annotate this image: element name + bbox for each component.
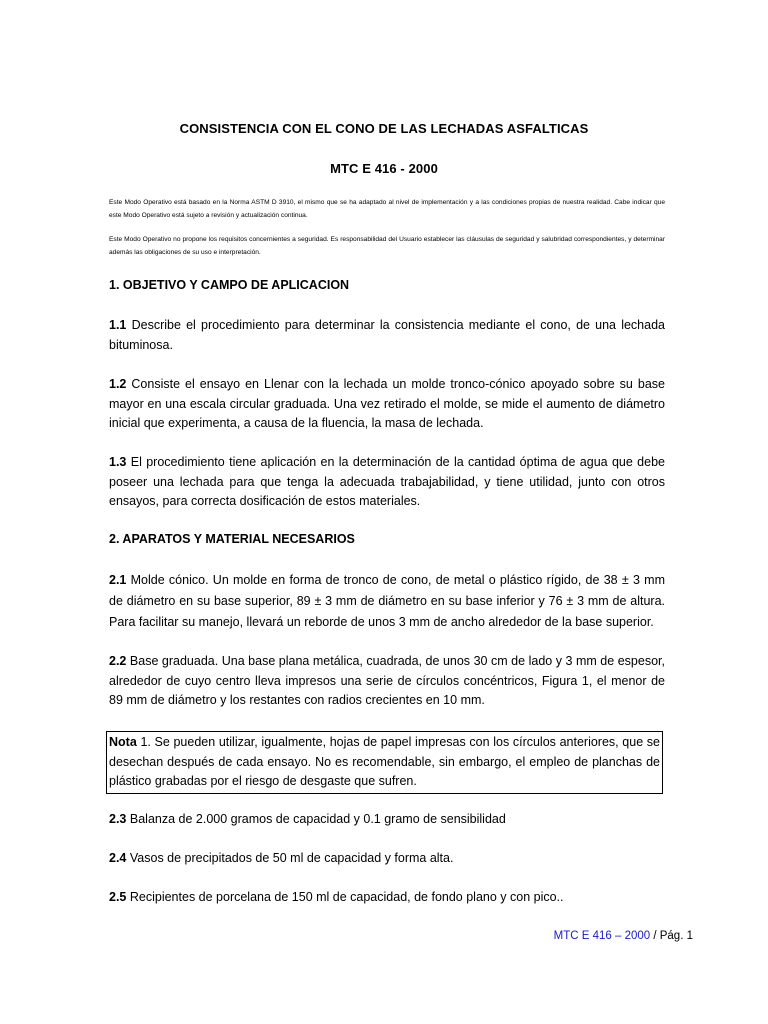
paragraph-text: El procedimiento tiene aplicación en la determinación de la cantidad óptima de agua que debe poseer una lechada para que tenga la adecuada trabajabilidad, y tiene utilidad, junto con otros ensayos, para correcta dosificación de estos materiales.	[109, 455, 665, 508]
paragraph-2-3	[109, 810, 665, 830]
note-text: 1. Se pueden utilizar, igualmente, hojas de papel impresas con los círculos anteriores, que se desechan después de cada ensayo. No es recomendable, sin embargo, el empleo de planchas de plástico grabadas por el riesgo de desgaste que sufren.	[109, 735, 661, 788]
paragraph-1-1	[109, 316, 665, 355]
paragraph-number: 2.5	[109, 890, 127, 904]
section-1-heading: 1. OBJETIVO Y CAMPO DE APLICACION	[109, 278, 350, 292]
page-footer	[554, 930, 693, 942]
paragraph-2-1	[109, 570, 665, 633]
paragraph-number: 1.1	[109, 318, 127, 332]
paragraph-text: Balanza de 2.000 gramos de capacidad y 0.1 gramo de sensibilidad	[129, 812, 506, 826]
note-label: Nota	[109, 735, 137, 749]
paragraph-2-5	[109, 888, 665, 908]
paragraph-number: 2.4	[109, 851, 127, 865]
paragraph-1-3	[109, 453, 665, 512]
paragraph-text: Vasos de precipitados de 50 ml de capacidad y forma alta.	[129, 851, 454, 865]
paragraph-number: 2.2	[109, 654, 127, 668]
paragraph-number: 1.2	[109, 377, 127, 391]
paragraph-2-2	[109, 652, 665, 711]
document-title: CONSISTENCIA CON EL CONO DE LAS LECHADAS ASFALTICAS	[179, 121, 589, 136]
paragraph-number: 1.3	[109, 455, 127, 469]
paragraph-text: Recipientes de porcelana de 150 ml de capacidad, de fondo plano y con pico..	[129, 890, 564, 904]
paragraph-number: 2.3	[109, 812, 127, 826]
paragraph-text: Base graduada. Una base plana metálica, cuadrada, de unos 30 cm de lado y 3 mm de espesor, alrededor de cuyo centro lleva impresos una serie de círculos concéntricos, Figura 1, el menor de 89 mm de diámetro y los restantes con radios crecientes en 10 mm.	[109, 654, 665, 707]
paragraph-number: 2.1	[109, 573, 127, 587]
document-code: MTC E 416 - 2000	[330, 161, 438, 176]
footer-code: MTC E 416 – 2000	[553, 930, 651, 942]
paragraph-text: Molde cónico. Un molde en forma de tronco de cono, de metal o plástico rígido, de 38 ± 3 mm de diámetro en su base superior, 89 ± 3 mm de diámetro en su base inferior y 76 ± 3 mm de altura. Para facilitar su manejo, llevará un reborde de unos 3 mm de ancho alrededor de la base superior.	[109, 573, 665, 629]
paragraph-1-2	[109, 375, 665, 434]
intro-paragraph-2: Este Modo Operativo no propone los requisitos concernientes a seguridad. Es responsabilidad del Usuario establecer las cláusulas de seguridad y salubridad correspondientes, y determinar además las obligaciones de su uso e interpretación.	[109, 236, 665, 256]
intro-paragraph-1: Este Modo Operativo está basado en la Norma ASTM D 3910, el mismo que se ha adaptado al nivel de implementación y a las condiciones propias de nuestra realidad. Cabe indicar que este Modo Operativo está sujeto a revisión y actualización continua.	[109, 199, 665, 219]
paragraph-text: Describe el procedimiento para determinar la consistencia mediante el cono, de una lechada bituminosa.	[109, 318, 665, 352]
paragraph-text: Consiste el ensayo en Llenar con la lechada un molde tronco-cónico apoyado sobre su base mayor en una escala circular graduada. Una vez retirado el molde, se mide el aumento de diámetro inicial que experimenta, a causa de la fluencia, la masa de lechada.	[109, 377, 665, 430]
note-box	[106, 731, 663, 794]
paragraph-2-4	[109, 849, 665, 869]
section-2-heading: 2. APARATOS Y MATERIAL NECESARIOS	[109, 532, 355, 546]
footer-page-number: / Pág. 1	[650, 930, 693, 942]
